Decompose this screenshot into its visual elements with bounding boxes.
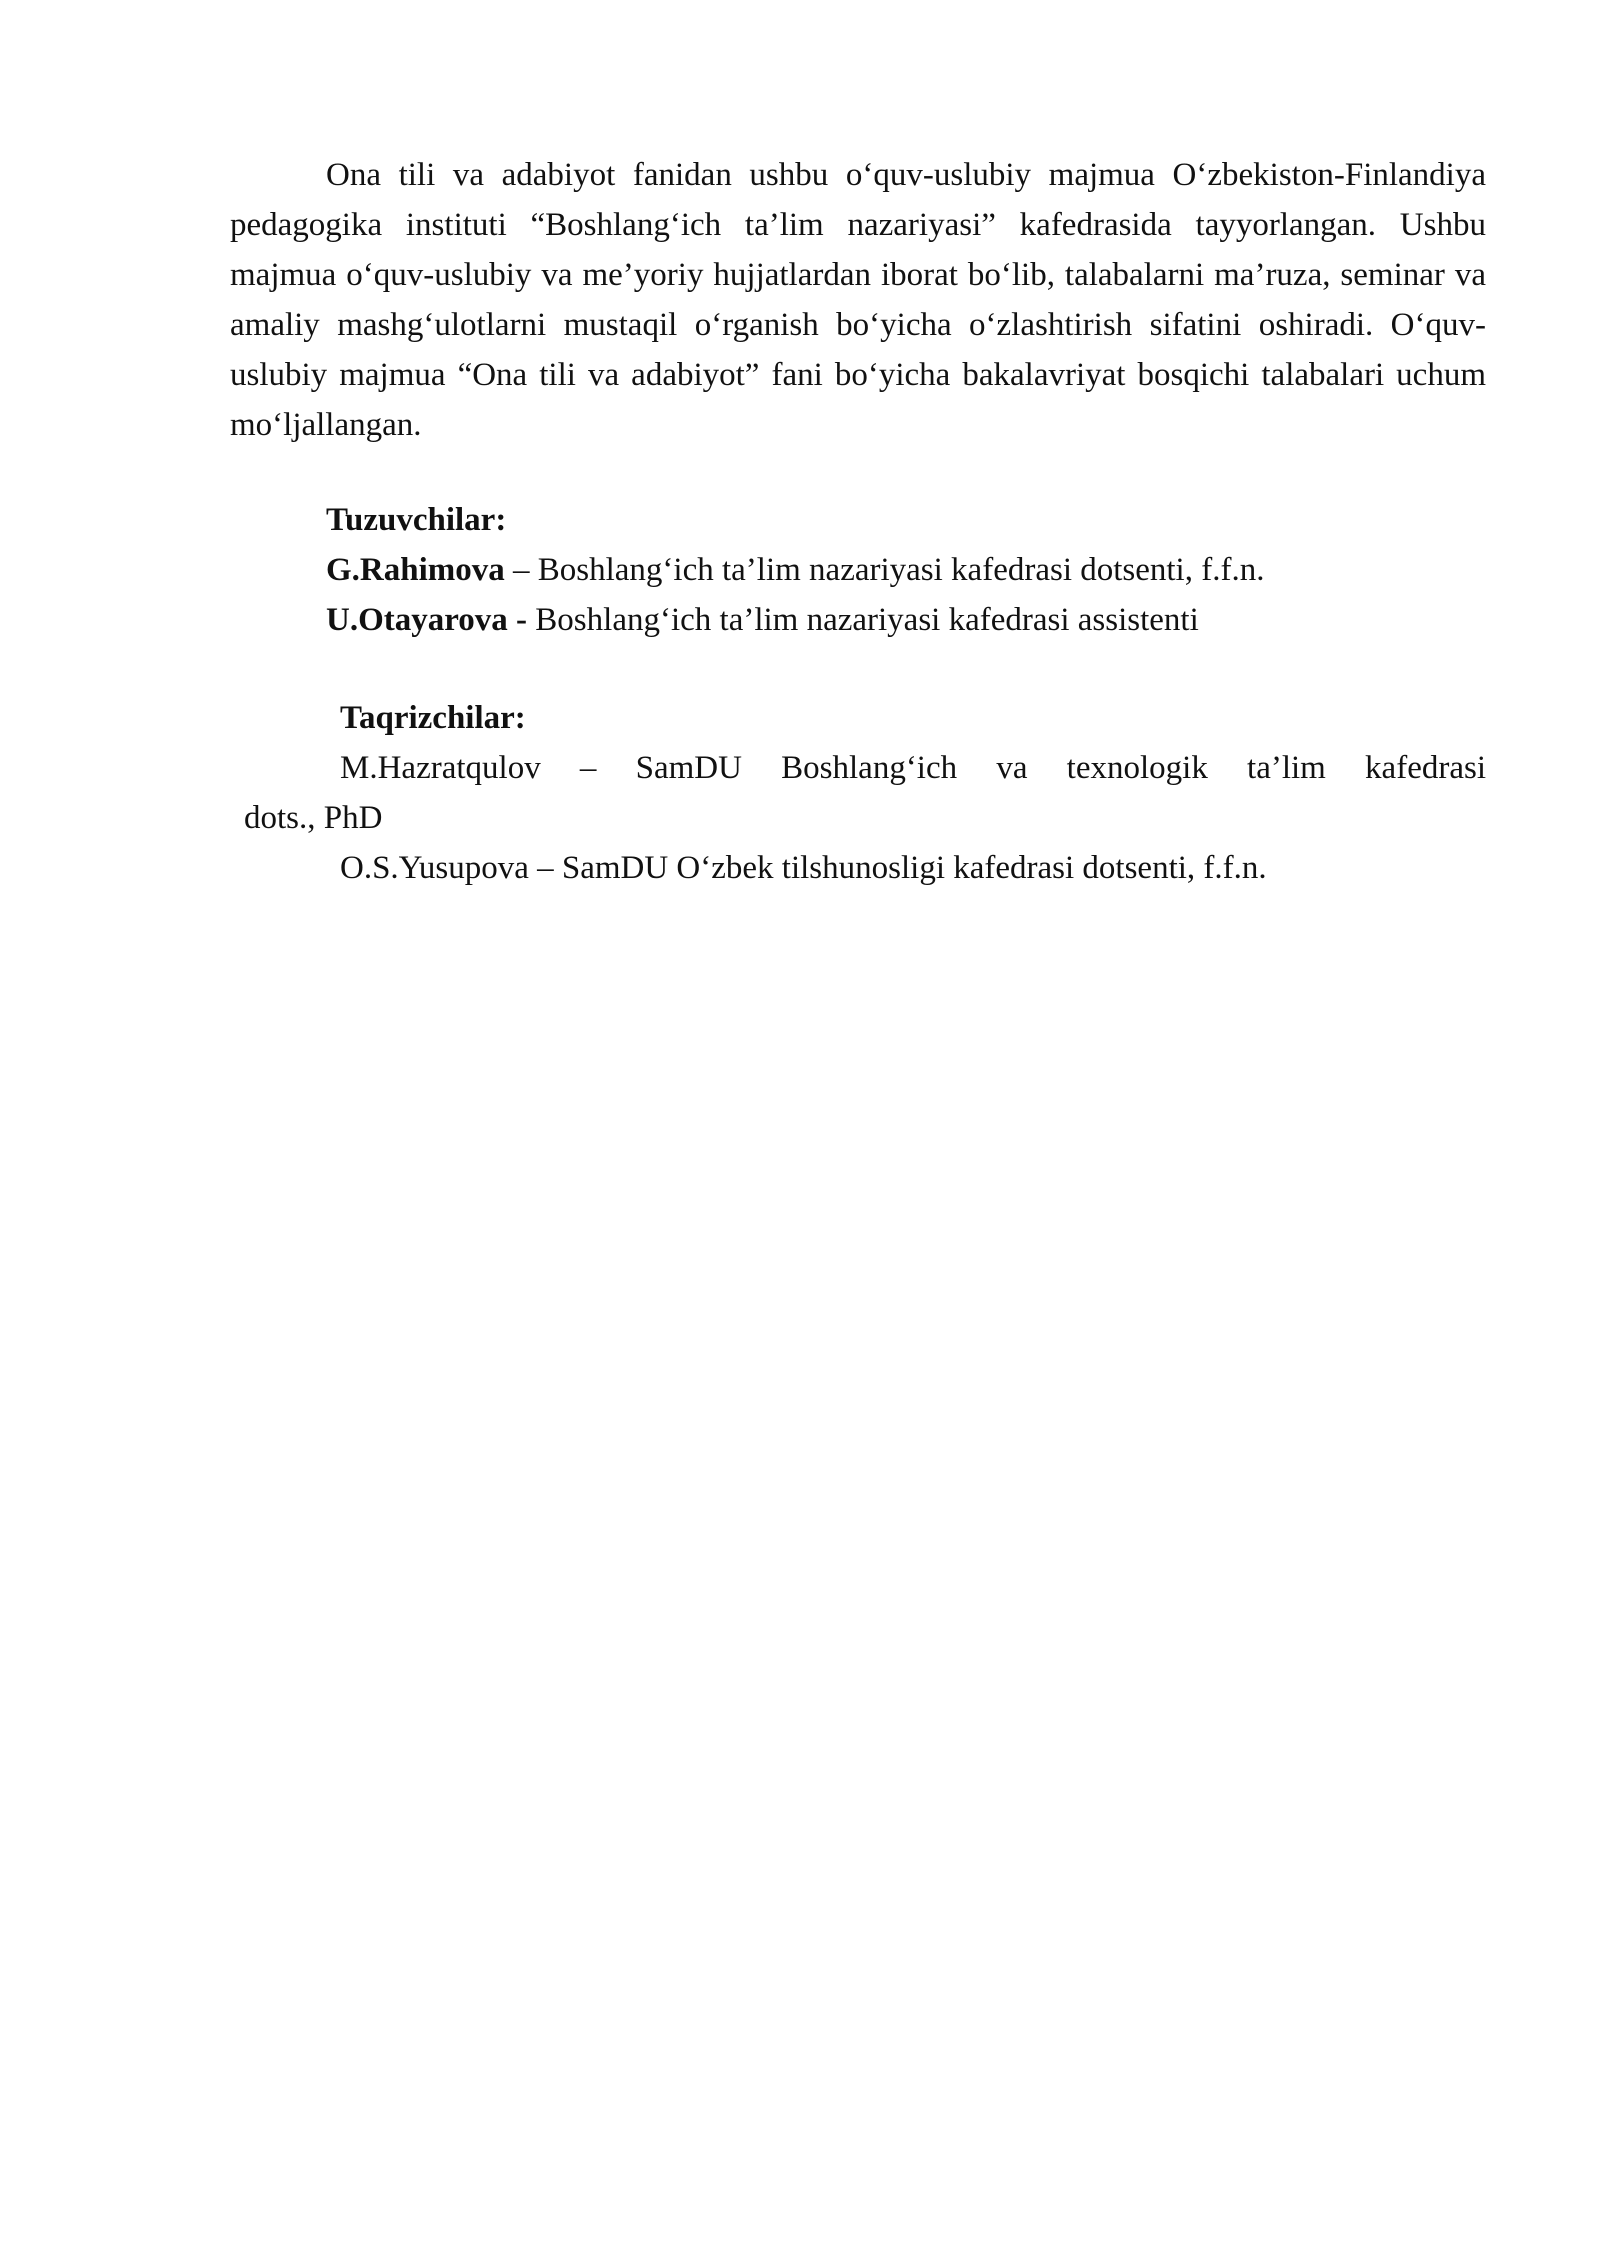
author-role: Boshlang‘ich ta’lim nazariyasi kafedrasi assistenti <box>535 602 1199 638</box>
reviewer-entry-line: O.S.Yusupova – SamDU O‘zbek tilshunosligi kafedrasi dotsenti, f.f.n. <box>340 850 1267 886</box>
author-role: Boshlang‘ich ta’lim nazariyasi kafedrasi dotsenti, f.f.n. <box>537 552 1265 588</box>
reviewers-section <box>244 693 1486 893</box>
authors-section <box>326 495 1486 645</box>
author-entry <box>326 595 1486 645</box>
reviewers-heading: Taqrizchilar: <box>340 700 526 736</box>
author-separator: - <box>507 602 536 638</box>
author-separator: – <box>504 552 538 588</box>
reviewer-entry-continuation: dots., PhD <box>244 800 383 836</box>
author-name: U.Otayarova <box>326 602 508 638</box>
reviewer-entry-line: M.Hazratqulov – SamDU Boshlang‘ich va texnologik ta’lim kafedrasi <box>340 750 1486 786</box>
intro-paragraph: Ona tili va adabiyot fanidan ushbu o‘quv-uslubiy majmua O‘zbekiston-Finlandiya pedagogika instituti “Boshlang‘ich ta’lim nazariyasi” kafedrasida tayyorlangan. Ushbu majmua o‘quv-uslubiy va me’yoriy hujjatlardan iborat bo‘lib, talabalarni ma’ruza, seminar va amaliy mashg‘ulotlarni mustaqil o‘rganish bo‘yicha o‘zlashtirish sifatini oshiradi. O‘quv-uslubiy majmua “Ona tili va adabiyot” fani bo‘yicha bakalavriyat bosqichi talabalari uchum mo‘ljallangan. <box>230 157 1486 443</box>
author-name: G.Rahimova <box>326 552 505 588</box>
author-entry <box>326 545 1486 595</box>
authors-heading: Tuzuvchilar: <box>326 502 507 538</box>
